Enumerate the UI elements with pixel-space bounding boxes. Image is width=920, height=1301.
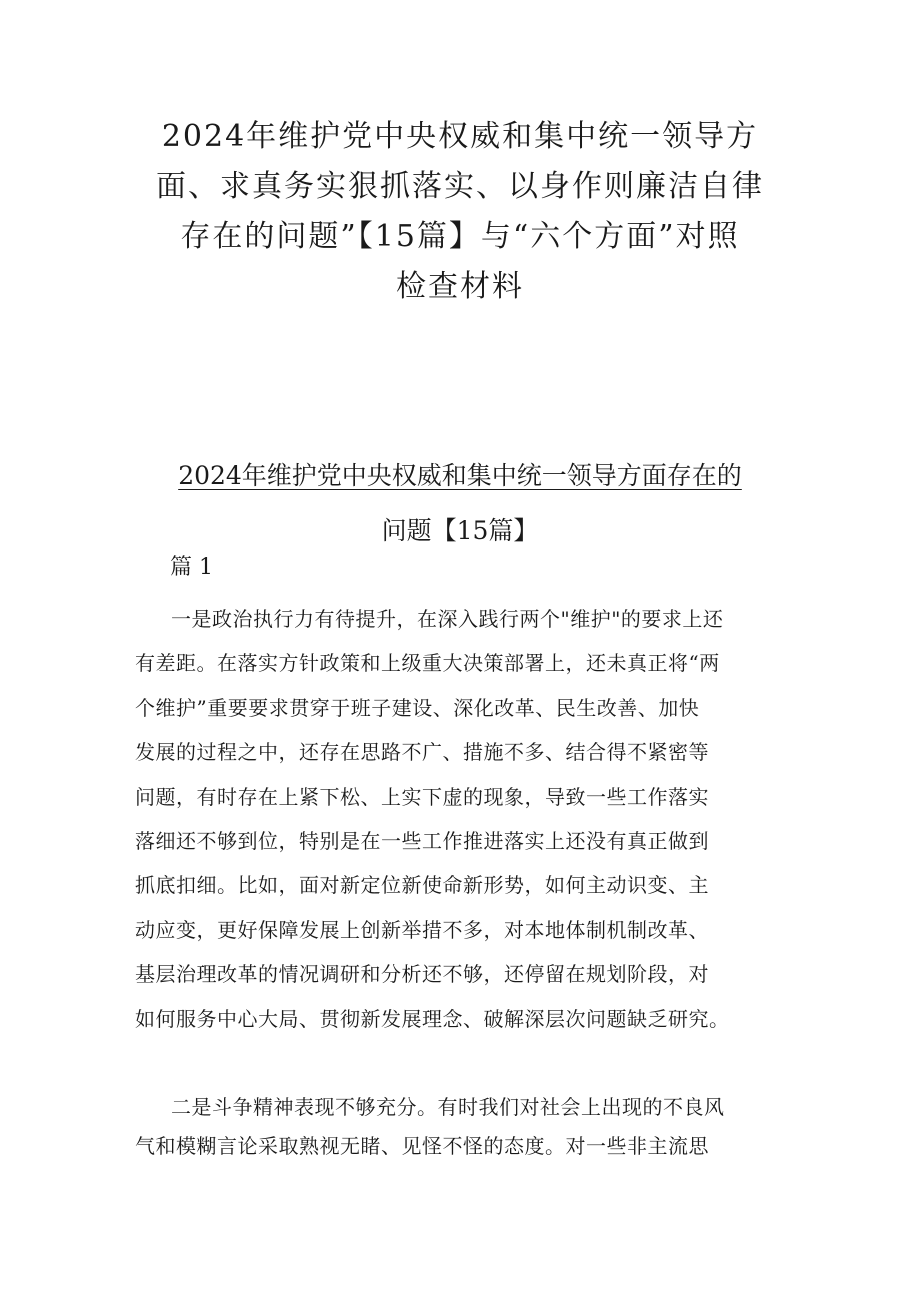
paragraph-line: 发展的过程之中，还存在思路不广、措施不多、结合得不紧密等 (135, 740, 709, 765)
main-title-line: 2024年维护党中央权威和集中统一领导方 (161, 119, 759, 154)
section-heading: 篇 1 (170, 555, 213, 580)
sub-title-rest: 问题【15篇】 (381, 516, 539, 545)
paragraph-line: 二是斗争精神表现不够充分。有时我们对社会上出现的不良风 (171, 1095, 725, 1119)
paragraph-line: 问题，有时存在上紧下松、上实下虚的现象，导致一些工作落实 (135, 784, 709, 809)
paragraph-line: 一是政治执行力有待提升，在深入践行两个"维护"的要求上还 (171, 607, 724, 631)
main-title (150, 112, 770, 312)
paragraph-line: 抓底扣细。比如，面对新定位新使命新形势，如何主动识变、主 (135, 873, 709, 898)
sub-title (130, 448, 790, 558)
paragraph-line: 个维护”重要要求贯穿于班子建设、深化改革、民生改善、加快 (135, 695, 700, 720)
main-title-line: 存在的问题”【15篇】与“六个方面”对照 (180, 219, 740, 254)
paragraph-line: 如何服务中心大局、贯彻新发展理念、破解深层次问题缺乏研究。 (135, 1006, 730, 1031)
paragraph-1 (135, 597, 795, 1041)
paragraph-line: 有差距。在落实方针政策和上级重大决策部署上，还未真正将“两 (135, 651, 720, 676)
paragraph-line: 气和模糊言论采取熟视无睹、见怪不怪的态度。对一些非主流思 (135, 1134, 709, 1158)
paragraph-line: 落细还不够到位，特别是在一些工作推进落实上还没有真正做到 (135, 829, 709, 854)
paragraph-line: 动应变，更好保障发展上创新举措不多，对本地体制机制改革、 (135, 917, 709, 942)
main-title-line: 检查材料 (396, 269, 524, 304)
paragraph-2 (135, 1088, 795, 1166)
paragraph-line: 基层治理改革的情况调研和分析还不够，还停留在规划阶段，对 (135, 962, 709, 987)
main-title-line: 面、求真务实狠抓落实、以身作则廉洁自律 (156, 169, 764, 204)
sub-title-underlined: 2024年维护党中央权威和集中统一领导方面存在的 (178, 461, 742, 490)
